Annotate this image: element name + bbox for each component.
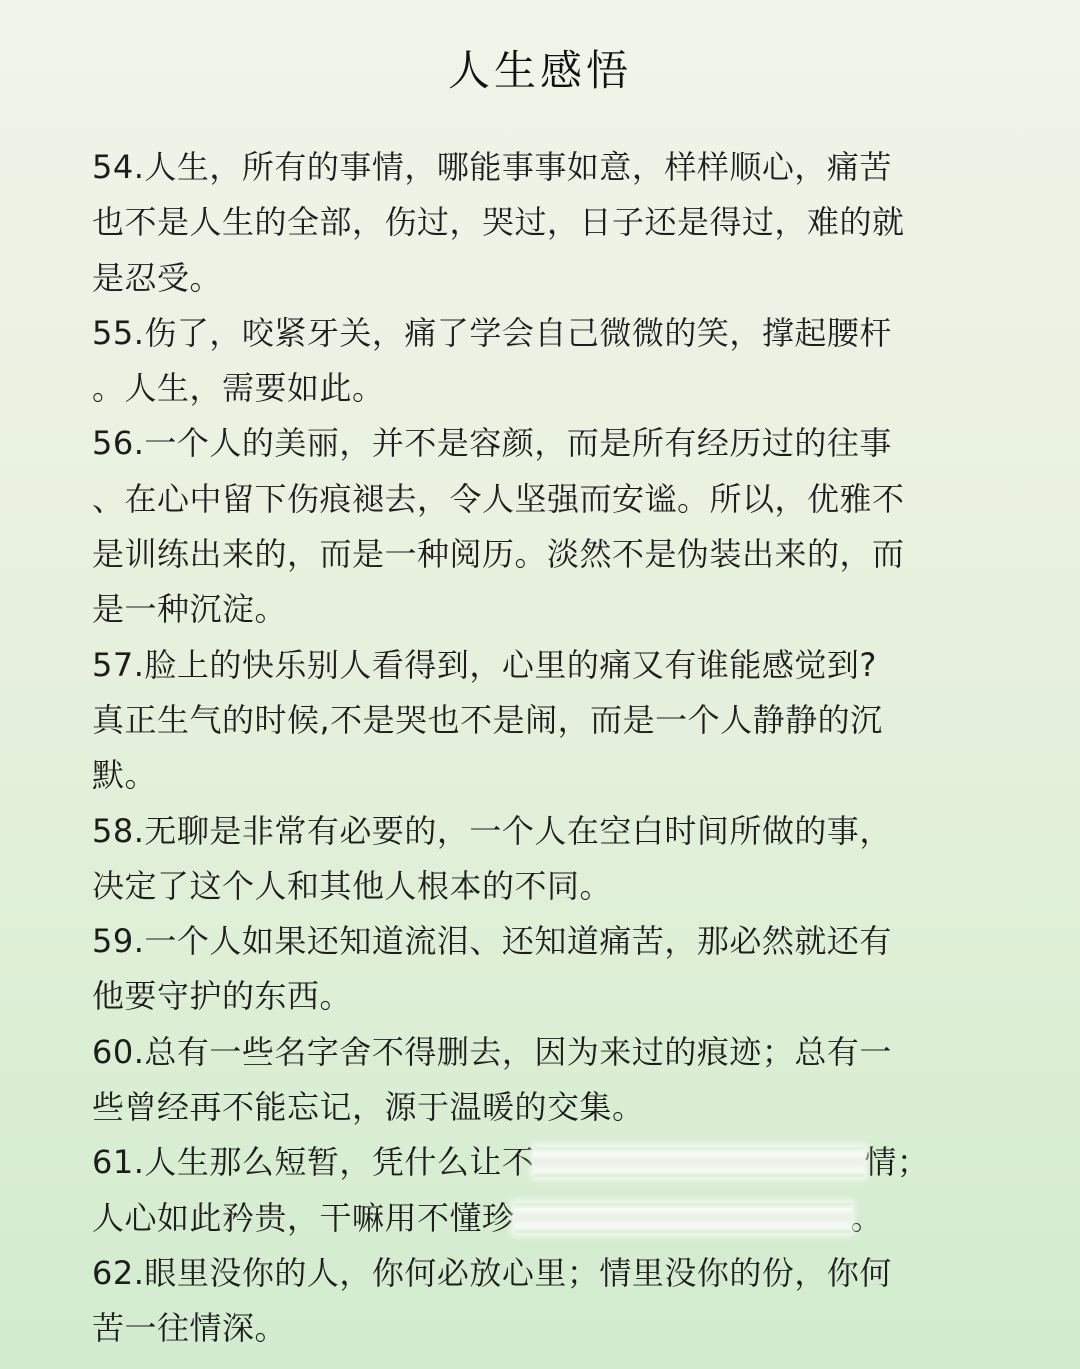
text-line: 59.一个人如果还知道流泪、还知道痛苦，那必然就还有 [92, 922, 892, 961]
text-line: 是训练出来的，而是一种阅历。淡然不是伪装出来的，而 [92, 535, 905, 574]
text-line: 、在心中留下伤痕褪去，令人坚强而安谧。所以，优雅不 [92, 479, 905, 518]
text-line: 55.伤了，咬紧牙关，痛了学会自己微微的笑，撑起腰杆 [92, 313, 892, 352]
quote-item-56 [92, 416, 992, 637]
text-line: 也不是人生的全部，伤过，哭过，日子还是得过，难的就 [92, 203, 905, 242]
text-line: 默。 [92, 756, 158, 795]
text-line: 58.无聊是非常有必要的，一个人在空白时间所做的事， [92, 811, 892, 850]
text-line: 57.脸上的快乐别人看得到，心里的痛又有谁能感觉到? [92, 645, 877, 684]
quote-item-61 [92, 1135, 992, 1246]
blur-mask [534, 1147, 864, 1177]
quote-item-58 [92, 804, 992, 915]
quote-item-54 [92, 140, 992, 306]
blur-mask [515, 1203, 851, 1233]
text-line: 些曾经再不能忘记，源于温暖的交集。 [92, 1088, 645, 1127]
text-line: 真正生气的时候,不是哭也不是闹，而是一个人静静的沉 [92, 700, 883, 739]
quote-list [92, 140, 992, 1357]
quote-item-59 [92, 914, 992, 1025]
text-line: 54.人生，所有的事情，哪能事事如意，样样顺心，痛苦 [92, 148, 892, 186]
text-line: 56.一个人的美丽，并不是容颜，而是所有经历过的往事 [92, 424, 892, 463]
quote-item-55 [92, 306, 992, 417]
text-segment: 61.人生那么短暂，凭什么让不 [92, 1143, 535, 1182]
text-line: 决定了这个人和其他人根本的不同。 [92, 866, 613, 905]
text-line: 是忍受。 [92, 258, 223, 297]
quote-item-60 [92, 1025, 992, 1136]
quote-item-57 [92, 638, 992, 804]
text-line: 。人生，需要如此。 [92, 369, 385, 408]
text-line: 苦一往情深。 [92, 1309, 288, 1348]
text-line [92, 1191, 992, 1246]
text-segment: 。 [850, 1198, 884, 1237]
page-title: 人生感悟 [447, 46, 632, 95]
text-line: 是一种沉淀。 [92, 590, 288, 629]
text-line: 60.总有一些名字舍不得删去，因为来过的痕迹；总有一 [92, 1032, 892, 1071]
text-line: 他要守护的东西。 [92, 977, 353, 1016]
text-segment: 人心如此矜贵，干嘛用不懂珍 [92, 1198, 515, 1237]
text-line [92, 1135, 992, 1190]
quote-item-62 [92, 1246, 992, 1357]
text-line: 62.眼里没你的人，你何必放心里；情里没你的份，你何 [92, 1253, 892, 1292]
text-segment: 情； [864, 1143, 930, 1182]
